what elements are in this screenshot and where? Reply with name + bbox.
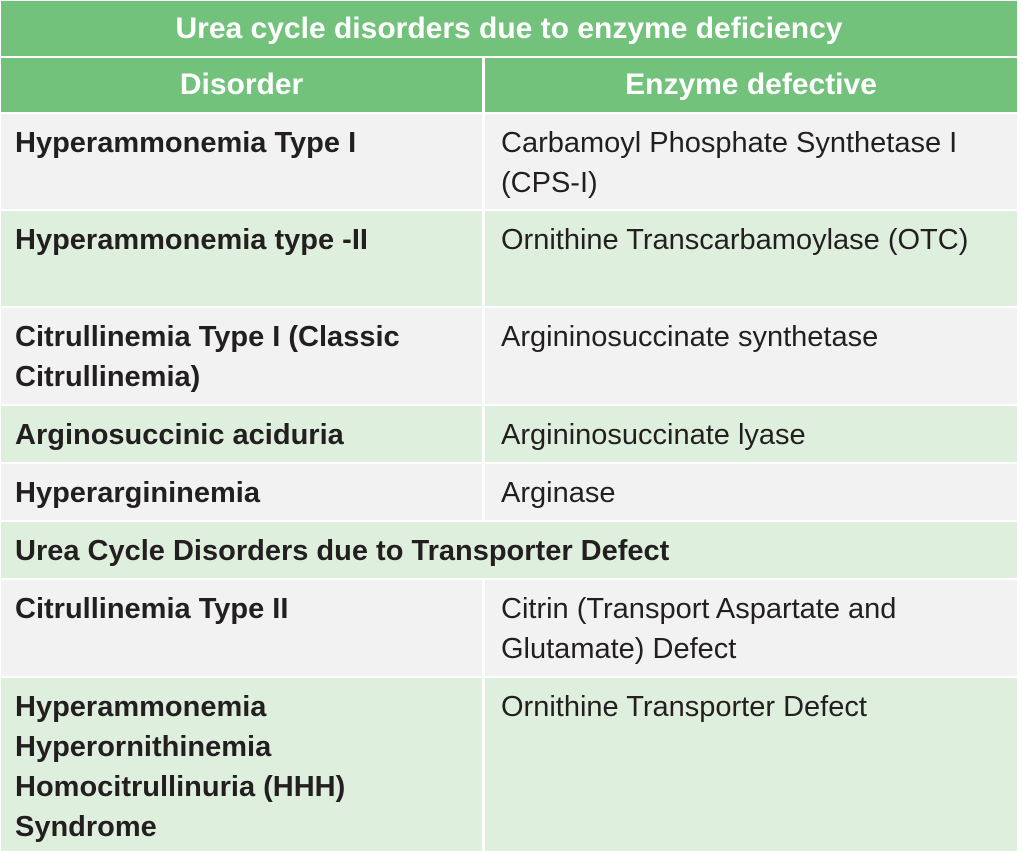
enzyme-cell: Argininosuccinate lyase xyxy=(485,406,1017,462)
header-enzyme: Enzyme defective xyxy=(485,58,1017,112)
enzyme-cell: Ornithine Transporter Defect xyxy=(485,678,1017,851)
table-row xyxy=(1,678,1017,851)
section-title: Urea Cycle Disorders due to Transporter Defect xyxy=(1,522,1017,578)
table-row xyxy=(1,211,1017,306)
enzyme-cell: Argininosuccinate synthetase xyxy=(485,308,1017,404)
disorder-cell: Citrullinemia Type II xyxy=(1,580,482,676)
header-disorder: Disorder xyxy=(1,58,482,112)
enzyme-cell: Carbamoyl Phosphate Synthetase I (CPS-I) xyxy=(485,114,1017,209)
urea-cycle-table xyxy=(1,1,1017,851)
section-header-row xyxy=(1,522,1017,578)
enzyme-cell: Arginase xyxy=(485,464,1017,520)
enzyme-cell: Citrin (Transport Aspartate and Glutamate) Defect xyxy=(485,580,1017,676)
disorder-cell: Arginosuccinic aciduria xyxy=(1,406,482,462)
enzyme-cell: Ornithine Transcarbamoylase (OTC) xyxy=(485,211,1017,306)
disorder-cell: Hyperammonemia Type I xyxy=(1,114,482,209)
table-row xyxy=(1,464,1017,520)
table-row xyxy=(1,114,1017,209)
disorder-cell: Hyperargininemia xyxy=(1,464,482,520)
disorder-cell: Hyperammonemia Hyperornithinemia Homocitrullinuria (HHH) Syndrome xyxy=(1,678,482,851)
table-row xyxy=(1,308,1017,404)
disorder-cell: Hyperammonemia type -II xyxy=(1,211,482,306)
disorder-cell: Citrullinemia Type I (Classic Citrullinemia) xyxy=(1,308,482,404)
table-row xyxy=(1,406,1017,462)
table-title: Urea cycle disorders due to enzyme deficiency xyxy=(1,1,1017,56)
header-row xyxy=(1,58,1017,112)
table-row xyxy=(1,580,1017,676)
